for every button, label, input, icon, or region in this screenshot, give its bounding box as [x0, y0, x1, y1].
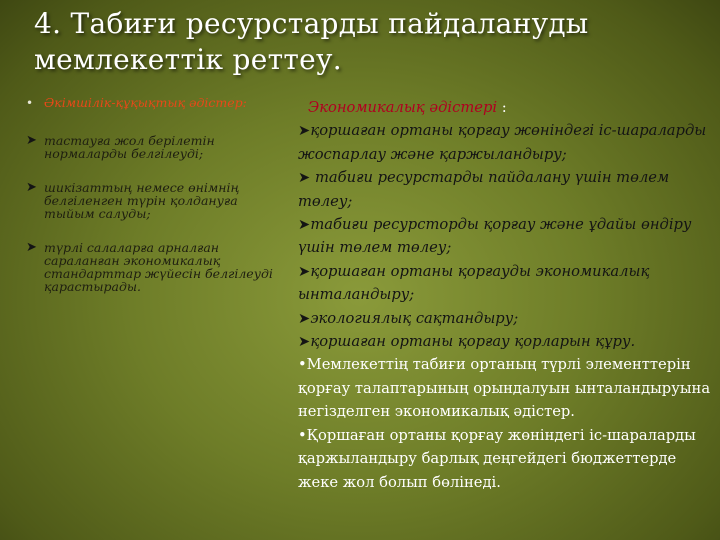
right-list-item: [298, 260, 716, 307]
right-item-text: қоршаған ортаны қорғау жөніндегі іс-шараларды жоспарлау және қаржыландыру;: [298, 122, 707, 163]
arrow-bullet-icon: ➤: [26, 180, 37, 195]
left-list-item: [26, 134, 288, 160]
left-list-item: [26, 241, 288, 293]
arrow-bullet-icon: ➤: [298, 333, 311, 351]
admin-methods-label: Әкімшілік-құқықтық әдістер:: [44, 95, 247, 110]
left-item-text: түрлі салаларға арналған сараланған экономикалық стандарттар жүйесін белгілеуді қарастырады.: [44, 240, 273, 294]
left-list-item: [26, 181, 288, 220]
arrow-bullet-icon: ➤: [298, 262, 311, 280]
economic-methods-heading: [298, 96, 716, 119]
right-item-text: табиғи ресурсторды қорғау және ұдайы өндіру үшін төлем төлеу;: [298, 216, 692, 257]
slide-title: 4. Табиғи ресурстарды пайдалануды мемлекеттік реттеу.: [34, 7, 589, 76]
right-list-item: [298, 330, 716, 353]
right-list-item: [298, 213, 716, 260]
right-list-item: [298, 307, 716, 330]
left-item-text: тастауға жол берілетін нормаларды белгілеуді;: [44, 133, 215, 161]
right-item-text: экологиялық сақтандыру;: [310, 309, 519, 327]
heading-colon: :: [501, 99, 507, 116]
right-item-text: қоршаған ортаны қорғауды экономикалық ынталандыру;: [298, 262, 650, 304]
economic-methods-label: Экономикалық әдістері: [308, 99, 498, 116]
arrow-bullet-icon: ➤: [298, 216, 311, 234]
right-paragraph: •Мемлекеттің табиғи ортаның түрлі элементтерін қорғау талаптарының орындалуын ынталандыруына негізделген экономикалық әдістер.: [298, 356, 711, 421]
left-column: [26, 96, 288, 314]
right-paragraph: •Қоршаған ортаны қорғау жөніндегі іс-шараларды қаржыландыру барлық деңгейдегі бюджеттерде жеке жол болып бөлінеді.: [298, 426, 696, 491]
right-column: [298, 96, 716, 494]
dot-bullet-icon: •: [26, 96, 34, 110]
right-item-text: қоршаған ортаны қорғау қорларын құру.: [310, 333, 636, 351]
right-list-item: [298, 119, 716, 166]
arrow-bullet-icon: ➤: [298, 309, 311, 327]
arrow-bullet-icon: ➤: [298, 169, 311, 187]
arrow-bullet-icon: ➤: [26, 133, 37, 148]
arrow-bullet-icon: ➤: [26, 240, 37, 255]
left-item-text: шикізаттың немесе өнімнің белгіленген түрін қолдануға тыйым салуды;: [44, 180, 240, 221]
right-list-item: [298, 166, 716, 213]
admin-methods-heading: [26, 96, 288, 110]
right-item-text: табиғи ресурстарды пайдалану үшін төлем төлеу;: [298, 169, 670, 210]
arrow-bullet-icon: ➤: [298, 122, 311, 140]
